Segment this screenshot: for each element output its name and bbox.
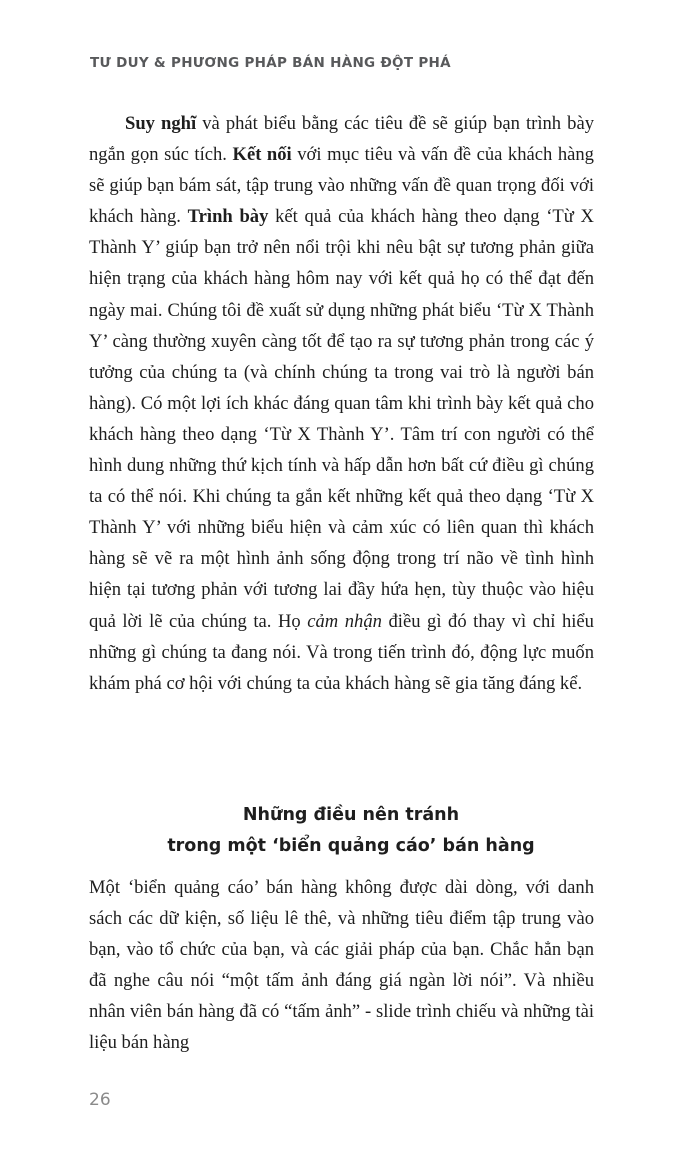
section-heading-line-1: Những điều nên tránh [242,805,460,825]
body-paragraph-1 [89,108,594,699]
paragraph-text: kết quả của khách hàng theo dạng ‘Từ X Thành Y’ giúp bạn trở nên nổi trội khi nêu bật sự tương phản giữa hiện trạng của khách hàng hôm nay với kết quả họ có thể đạt đến ngày mai. Chúng tôi đề xuất sử dụng những phát biểu ‘Từ X Thành Y’ càng thường xuyên càng tốt để tạo ra sự tương phản trong các ý tưởng của chúng ta (và chính chúng ta trong vai trò là người bán hàng). Có một lợi ích khác đáng quan tâm khi trình bày kết quả cho khách hàng theo dạng ‘Từ X Thành Y’. Tâm trí con người có thể hình dung những thứ kịch tính và hấp dẫn hơn bất cứ điều gì chúng ta có thể nói. Khi chúng ta gắn kết những kết quả theo dạng ‘Từ X Thành Y’ với những biểu hiện và cảm xúc có liên quan thì khách hàng sẽ vẽ ra một hình ảnh sống động trong trí não về tình hình hiện tại tương phản với tương lai đầy hứa hẹn, tùy thuộc vào hiệu quả lời lẽ của chúng ta. Họ [89,206,594,632]
body-paragraph-2: Một ‘biển quảng cáo’ bán hàng không được dài dòng, với danh sách các dữ kiện, số liệu lê thê, và những tiêu điểm tập trung vào bạn, vào tổ chức của bạn, và các giải pháp của bạn. Chắc hẳn bạn đã nghe câu nói “một tấm ảnh đáng giá ngàn lời nói”. Và nhiều nhân viên bán hàng đã có “tấm ảnh” - slide trình chiếu và những tài liệu bán hàng [89,877,594,1054]
bold-term-trinh-bay: Trình bày [187,206,269,228]
paragraph-text: với mục tiêu và vấn đề của khách hàng sẽ giúp bạn bám sát, tập trung vào những vấn đề quan trọng đối với khách hàng. [89,144,594,228]
italic-term-cam-nhan: cảm nhận [307,610,382,632]
page-number: 26 [89,1090,111,1110]
paragraph-text: điều gì đó thay vì chỉ hiểu những gì chúng ta đang nói. Và trong tiến trình đó, động lực muốn khám phá cơ hội với chúng ta của khách hàng sẽ gia tăng đáng kể. [89,610,594,694]
section-heading-line-2: trong một ‘biển quảng cáo’ bán hàng [167,836,535,856]
paragraph-text: và phát biểu bằng các tiêu đề sẽ giúp bạn trình bày ngắn gọn súc tích. [89,113,594,166]
bold-term-ket-noi: Kết nối [232,144,292,166]
running-header-title: TƯ DUY & PHƯƠNG PHÁP BÁN HÀNG ĐỘT PHÁ [90,55,451,71]
section-heading [89,800,613,862]
bold-term-suy-nghi: Suy nghĩ [125,113,197,134]
